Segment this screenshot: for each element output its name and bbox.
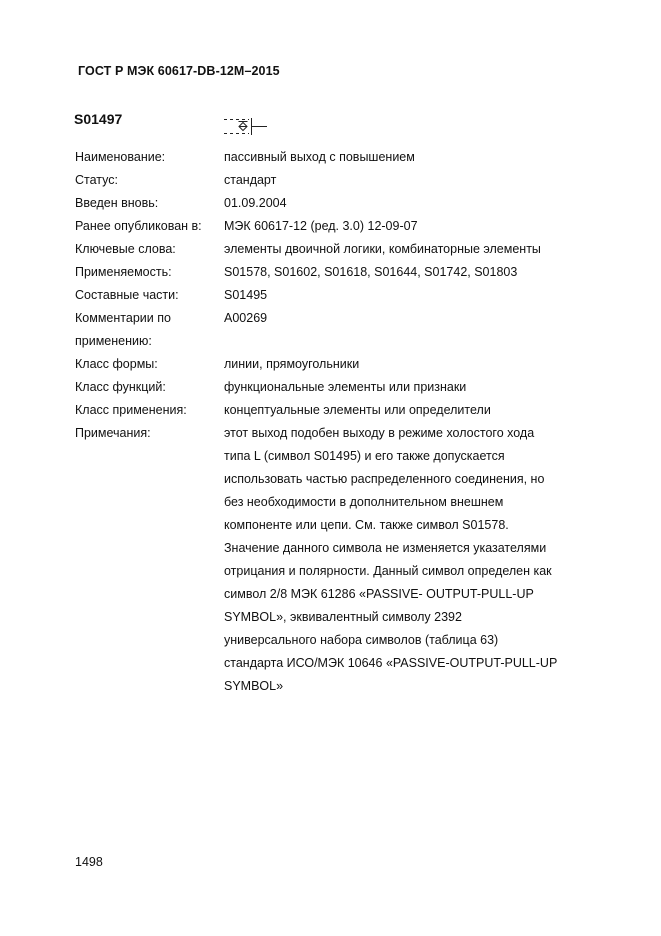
status-value: стандарт [224,173,277,187]
form-class-value: линии, прямоугольники [224,357,360,371]
components-label: Составные части: [75,288,179,302]
notes-line: компоненте или цепи. См. также символ S01578. [224,518,509,532]
keywords-value: элементы двоичной логики, комбинаторные элементы [224,242,541,256]
components-value: S01495 [224,288,268,302]
published-value: МЭК 60617-12 (ред. 3.0) 12-09-07 [224,219,418,233]
published-label: Ранее опубликован в: [75,219,202,233]
notes-line: универсального набора символов (таблица 63) [224,633,499,647]
name-value: пассивный выход с повышением [224,150,415,164]
notes-line: Значение данного символа не изменяется указателями [224,541,547,555]
introduced-label: Введен вновь: [75,196,159,210]
notes-line: без необходимости в дополнительном внешнем [224,495,504,509]
symbol-code: S01497 [74,111,123,127]
keywords-label: Ключевые слова: [75,242,176,256]
comments-label-line2: применению: [75,334,152,348]
notes-line: этот выход подобен выходу в режиме холостого хода [224,426,535,440]
notes-line: стандарта ИСО/МЭК 10646 «PASSIVE-OUTPUT-PULL-UP [224,656,558,670]
status-label: Статус: [75,173,118,187]
notes-line: SYMBOL», эквивалентный символу 2392 [224,610,462,624]
introduced-value: 01.09.2004 [224,196,287,210]
name-label: Наименование: [75,150,166,164]
comments-label-line1: Комментарии по [75,311,171,325]
function-class-value: функциональные элементы или признаки [224,380,467,394]
function-class-label: Класс функций: [75,380,166,394]
notes-label: Примечания: [75,426,151,440]
form-class-label: Класс формы: [75,357,158,371]
notes-line: символ 2/8 МЭК 61286 «PASSIVE- OUTPUT-PULL-UP [224,587,534,601]
notes-line: отрицания и полярности. Данный символ определен как [224,564,552,578]
passive-pull-up-output-symbol-icon [223,116,273,138]
page-number: 1498 [75,855,103,869]
applicability-label: Применяемость: [75,265,172,279]
applicability-value: S01578, S01602, S01618, S01644, S01742, S01803 [224,265,518,279]
notes-line: использовать частью распределенного соединения, но [224,472,545,486]
document-header: ГОСТ Р МЭК 60617-DB-12M–2015 [78,64,280,78]
notes-line: типа L (символ S01495) и его также допускается [224,449,505,463]
application-class-value: концептуальные элементы или определители [224,403,491,417]
notes-line: SYMBOL» [224,679,284,693]
comments-value: A00269 [224,311,268,325]
application-class-label: Класс применения: [75,403,187,417]
